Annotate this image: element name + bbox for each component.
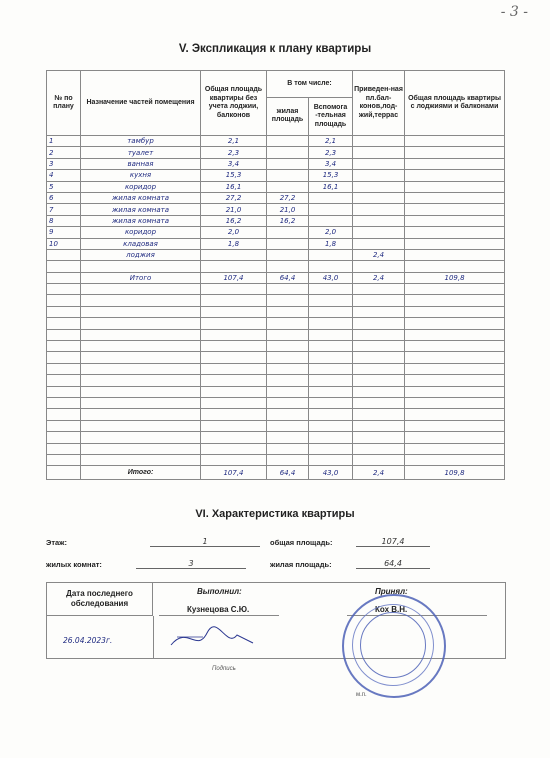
acceptor-name: Кох В.Н. bbox=[375, 605, 408, 614]
cell-living: 64,4 bbox=[267, 272, 309, 283]
cell-total: 27,2 bbox=[201, 192, 267, 203]
cell-name: кладовая bbox=[81, 238, 201, 249]
cell-red bbox=[353, 204, 405, 215]
header-num: № по плану bbox=[47, 71, 81, 136]
cell-name: туалет bbox=[81, 147, 201, 158]
cell-name: жилая комната bbox=[81, 204, 201, 215]
cell-total: 2,3 bbox=[201, 147, 267, 158]
cell-living: 21,0 bbox=[267, 204, 309, 215]
accepted-label: Принял: bbox=[375, 587, 408, 596]
empty-row bbox=[47, 454, 505, 465]
header-name: Назначение частей помещения bbox=[81, 71, 201, 136]
cell-name: ванная bbox=[81, 158, 201, 169]
header-reduced: Приведен-ная пл.бал-конов,лод-жий,террас bbox=[353, 71, 405, 136]
cell-n: 6 bbox=[47, 192, 81, 203]
living-value: 64,4 bbox=[356, 559, 430, 569]
header-aux: Вспомога -тельная площадь bbox=[309, 97, 353, 136]
table-row bbox=[47, 192, 505, 203]
cell-tw bbox=[405, 136, 505, 147]
cell-n: 2 bbox=[47, 147, 81, 158]
cell-red bbox=[353, 192, 405, 203]
cell-tw bbox=[405, 170, 505, 181]
cell-red bbox=[353, 238, 405, 249]
cell-tw bbox=[405, 158, 505, 169]
cell-n: 10 bbox=[47, 238, 81, 249]
cell-n: 8 bbox=[47, 215, 81, 226]
area-label: общая площадь: bbox=[270, 538, 333, 547]
cell-aux bbox=[309, 192, 353, 203]
cell-name: коридор bbox=[81, 227, 201, 238]
cell-total: 15,3 bbox=[201, 170, 267, 181]
table-row bbox=[47, 147, 505, 158]
table-row bbox=[47, 136, 505, 147]
page-number: - 3 - bbox=[500, 4, 528, 20]
cell-tw bbox=[405, 261, 505, 272]
grand-total-row bbox=[47, 466, 505, 480]
area-value: 107,4 bbox=[356, 537, 430, 547]
performed-label: Выполнил: bbox=[197, 587, 242, 596]
header-total: Общая площадь квартиры без учета лоджии, балконов bbox=[201, 71, 267, 136]
cell-total: 1,8 bbox=[201, 238, 267, 249]
floor-label: Этаж: bbox=[46, 538, 67, 547]
grand-total-red: 2,4 bbox=[353, 466, 405, 480]
cell-total: 3,4 bbox=[201, 158, 267, 169]
cell-aux bbox=[309, 261, 353, 272]
cell-n bbox=[47, 272, 81, 283]
cell-red: 2,4 bbox=[353, 249, 405, 260]
grand-total-total: 107,4 bbox=[201, 466, 267, 480]
cell-tw bbox=[405, 238, 505, 249]
cell-aux: 2,3 bbox=[309, 147, 353, 158]
empty-row bbox=[47, 318, 505, 329]
cell-n: 4 bbox=[47, 170, 81, 181]
empty-row bbox=[47, 306, 505, 317]
cell-aux: 43,0 bbox=[309, 272, 353, 283]
cell-tw bbox=[405, 249, 505, 260]
cell-living bbox=[267, 136, 309, 147]
cell-n bbox=[47, 249, 81, 260]
empty-row bbox=[47, 420, 505, 431]
cell-living bbox=[267, 261, 309, 272]
cell-total: 2,1 bbox=[201, 136, 267, 147]
section5-title: V. Экспликация к плану квартиры bbox=[178, 43, 372, 55]
cell-tw bbox=[405, 192, 505, 203]
section6-title: VI. Характеристика квартиры bbox=[195, 508, 355, 520]
cell-living: 16,2 bbox=[267, 215, 309, 226]
table-row bbox=[47, 181, 505, 192]
cell-living bbox=[267, 158, 309, 169]
grand-total-tw: 109,8 bbox=[405, 466, 505, 480]
cell-aux: 16,1 bbox=[309, 181, 353, 192]
cell-living bbox=[267, 147, 309, 158]
cell-aux: 3,4 bbox=[309, 158, 353, 169]
cell-name: тамбур bbox=[81, 136, 201, 147]
cell-name: Итого bbox=[81, 272, 201, 283]
cell-tw bbox=[405, 215, 505, 226]
empty-row bbox=[47, 432, 505, 443]
signature-mark bbox=[167, 623, 257, 653]
cell-total bbox=[201, 261, 267, 272]
cell-living bbox=[267, 249, 309, 260]
cell-total bbox=[201, 249, 267, 260]
empty-row bbox=[47, 295, 505, 306]
header-incl: В том числе: bbox=[267, 71, 353, 98]
cell-aux bbox=[309, 215, 353, 226]
cell-tw bbox=[405, 181, 505, 192]
cell-n: 1 bbox=[47, 136, 81, 147]
cell-red bbox=[353, 147, 405, 158]
cell-aux: 1,8 bbox=[309, 238, 353, 249]
cell-n: 3 bbox=[47, 158, 81, 169]
header-total-with: Общая площадь квартиры с лоджиями и балконами bbox=[405, 71, 505, 136]
cell-aux: 2,1 bbox=[309, 136, 353, 147]
cell-red bbox=[353, 158, 405, 169]
table-row bbox=[47, 204, 505, 215]
cell-living bbox=[267, 170, 309, 181]
official-stamp bbox=[342, 594, 446, 698]
explication-table bbox=[46, 70, 505, 480]
table-row bbox=[47, 227, 505, 238]
cell-red bbox=[353, 227, 405, 238]
header-living: жилая площадь bbox=[267, 97, 309, 136]
cell-aux bbox=[309, 249, 353, 260]
cell-total: 107,4 bbox=[201, 272, 267, 283]
signature-label: Подпись bbox=[212, 666, 236, 672]
cell-name: жилая комната bbox=[81, 215, 201, 226]
empty-row bbox=[47, 284, 505, 295]
cell-total: 21,0 bbox=[201, 204, 267, 215]
cell-aux bbox=[309, 204, 353, 215]
empty-row bbox=[47, 352, 505, 363]
empty-row bbox=[47, 409, 505, 420]
empty-row bbox=[47, 443, 505, 454]
cell-red bbox=[353, 181, 405, 192]
table-row bbox=[47, 261, 505, 272]
cell-n bbox=[47, 261, 81, 272]
cell-red bbox=[353, 261, 405, 272]
cell-name: коридор bbox=[81, 181, 201, 192]
grand-total-aux: 43,0 bbox=[309, 466, 353, 480]
cell-total: 2,0 bbox=[201, 227, 267, 238]
grand-total-living: 64,4 bbox=[267, 466, 309, 480]
cell-red bbox=[353, 170, 405, 181]
last-survey-label: Дата последнего обследования bbox=[47, 583, 153, 616]
survey-date: 26.04.2023г. bbox=[63, 636, 113, 645]
floor-value: 1 bbox=[150, 537, 260, 547]
empty-row bbox=[47, 375, 505, 386]
rooms-value: 3 bbox=[136, 559, 246, 569]
cell-living bbox=[267, 227, 309, 238]
empty-row bbox=[47, 397, 505, 408]
performer-name: Кузнецова С.Ю. bbox=[187, 605, 250, 614]
cell-n: 7 bbox=[47, 204, 81, 215]
cell-living bbox=[267, 181, 309, 192]
cell-name bbox=[81, 261, 201, 272]
empty-row bbox=[47, 329, 505, 340]
cell-name: жилая комната bbox=[81, 192, 201, 203]
table-row bbox=[47, 158, 505, 169]
cell-aux: 15,3 bbox=[309, 170, 353, 181]
cell-tw: 109,8 bbox=[405, 272, 505, 283]
cell-n: 5 bbox=[47, 181, 81, 192]
table-row bbox=[47, 170, 505, 181]
mp-label: м.п. bbox=[356, 692, 367, 698]
cell-name: кухня bbox=[81, 170, 201, 181]
cell-red: 2,4 bbox=[353, 272, 405, 283]
cell-tw bbox=[405, 227, 505, 238]
cell-n: 9 bbox=[47, 227, 81, 238]
table-row bbox=[47, 249, 505, 260]
cell-name: лоджия bbox=[81, 249, 201, 260]
cell-aux: 2,0 bbox=[309, 227, 353, 238]
table-row bbox=[47, 272, 505, 283]
cell-total: 16,2 bbox=[201, 215, 267, 226]
empty-row bbox=[47, 341, 505, 352]
living-label: жилая площадь: bbox=[270, 560, 332, 569]
cell-total: 16,1 bbox=[201, 181, 267, 192]
rooms-label: жилых комнат: bbox=[46, 560, 102, 569]
cell-red bbox=[353, 215, 405, 226]
cell-red bbox=[353, 136, 405, 147]
empty-row bbox=[47, 363, 505, 374]
cell-tw bbox=[405, 147, 505, 158]
cell-living bbox=[267, 238, 309, 249]
table-row bbox=[47, 215, 505, 226]
grand-total-label: Итого: bbox=[81, 466, 201, 480]
empty-row bbox=[47, 386, 505, 397]
cell-tw bbox=[405, 204, 505, 215]
table-row bbox=[47, 238, 505, 249]
cell-living: 27,2 bbox=[267, 192, 309, 203]
